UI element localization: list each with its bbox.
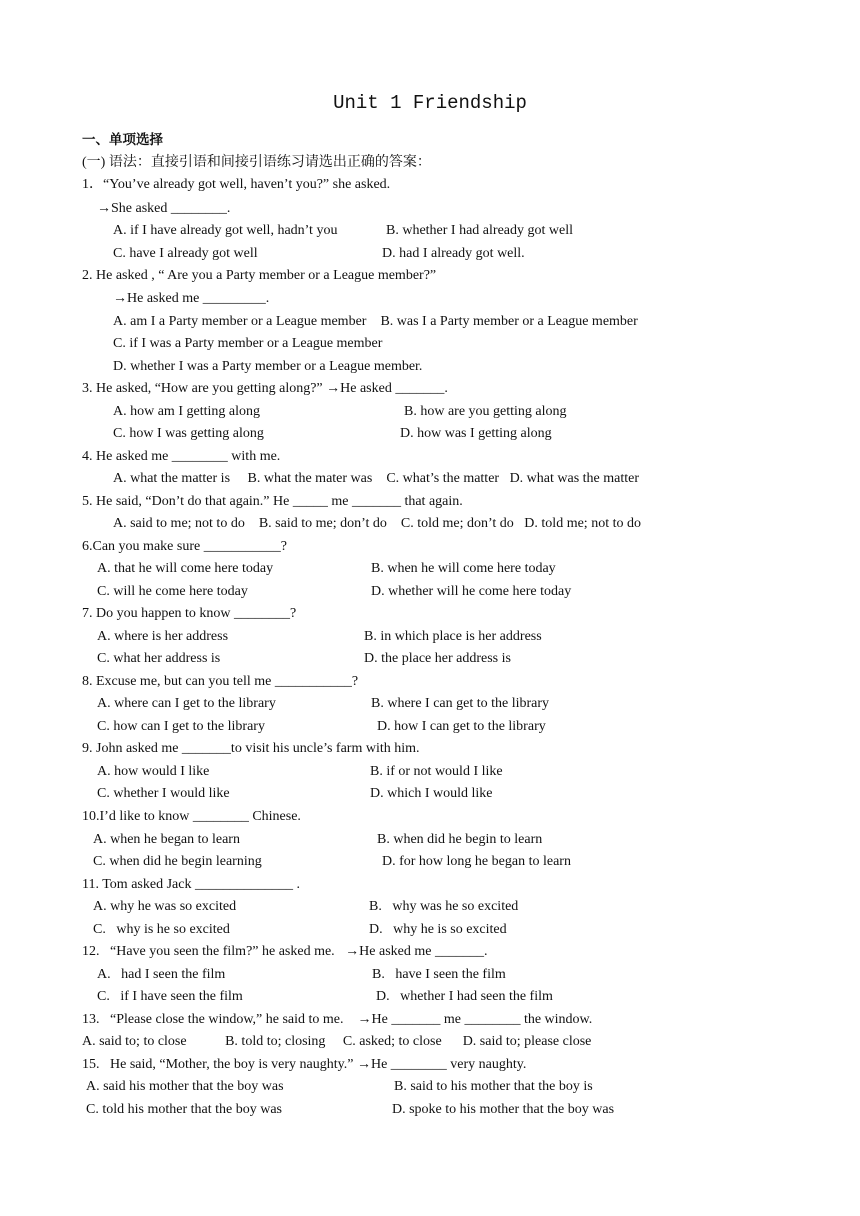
question-13: 13. “Please close the window,” he said to me. →He _______ me ________ the window. xyxy=(82,1012,593,1027)
option: D. the place her address is xyxy=(364,651,511,666)
option: D. for how long he began to learn xyxy=(382,854,571,869)
option: A. am I a Party member or a League member B. was I a Party member or a League member xyxy=(113,314,638,329)
section-heading: 一、单项选择 xyxy=(82,132,163,148)
option: B. if or not would I like xyxy=(370,764,503,779)
option: C. whether I would like xyxy=(97,786,230,801)
option: A. how would I like xyxy=(97,764,210,779)
option: B. said to his mother that the boy is xyxy=(394,1079,593,1094)
option: D. whether will he come here today xyxy=(371,584,572,599)
option: C. if I was a Party member or a League member xyxy=(113,336,383,351)
option: C. what her address is xyxy=(97,651,221,666)
page-title: Unit 1 Friendship xyxy=(333,92,527,114)
question-2: 2. He asked , “ Are you a Party member or a League member?” xyxy=(82,268,437,283)
option: C. how can I get to the library xyxy=(97,719,265,734)
question-9: 9. John asked me _______to visit his uncle’s farm with him. xyxy=(82,741,420,756)
option: A. when he began to learn xyxy=(93,832,240,847)
question-2-stem: →He asked me _________. xyxy=(113,291,270,306)
instructions: (一) 语法：直接引语和间接引语练习请选出正确的答案： xyxy=(82,155,431,170)
option: A. what the matter is B. what the mater was C. what’s the matter D. what was the matter xyxy=(113,471,640,486)
option: A. had I seen the film xyxy=(97,967,226,982)
option: C. told his mother that the boy was xyxy=(86,1102,282,1117)
option: B. when did he begin to learn xyxy=(377,832,543,847)
question-7: 7. Do you happen to know ________? xyxy=(82,606,297,621)
option: D. whether I was a Party member or a League member. xyxy=(113,359,423,374)
option: C. will he come here today xyxy=(97,584,248,599)
option: D. why he is so excited xyxy=(369,922,507,937)
option: D. had I already got well. xyxy=(382,246,525,261)
question-1-stem: →She asked ________. xyxy=(97,201,231,216)
option: D. how was I getting along xyxy=(400,426,552,441)
option: B. why was he so excited xyxy=(369,899,519,914)
question-8: 8. Excuse me, but can you tell me ___________? xyxy=(82,674,359,689)
question-4: 4. He asked me ________ with me. xyxy=(82,449,281,464)
option: C. when did he begin learning xyxy=(93,854,262,869)
option: B. where I can get to the library xyxy=(371,696,550,711)
option: D. spoke to his mother that the boy was xyxy=(392,1102,615,1117)
question-11: 11. Tom asked Jack ______________ . xyxy=(82,877,300,892)
option: A. why he was so excited xyxy=(93,899,237,914)
option: B. whether I had already got well xyxy=(386,223,573,238)
question-15: 15. He said, “Mother, the boy is very naughty.” →He ________ very naughty. xyxy=(82,1057,527,1072)
option: A. said his mother that the boy was xyxy=(86,1079,284,1094)
question-6: 6.Can you make sure ___________? xyxy=(82,539,287,554)
option: B. have I seen the film xyxy=(372,967,506,982)
option: A. that he will come here today xyxy=(97,561,274,576)
option: D. how I can get to the library xyxy=(377,719,546,734)
option: C. how I was getting along xyxy=(113,426,264,441)
option: A. if I have already got well, hadn’t you xyxy=(113,223,338,238)
option: D. which I would like xyxy=(370,786,493,801)
option: A. said to me; not to do B. said to me; don’t do C. told me; don’t do D. told me; not to do xyxy=(113,516,641,531)
option: C. why is he so excited xyxy=(93,922,230,937)
option: B. how are you getting along xyxy=(404,404,567,419)
question-12: 12. “Have you seen the film?” he asked me. →He asked me _______. xyxy=(82,944,488,959)
option: B. in which place is her address xyxy=(364,629,542,644)
option: A. where is her address xyxy=(97,629,229,644)
question-5: 5. He said, “Don’t do that again.” He _____ me _______ that again. xyxy=(82,494,463,509)
question-10: 10.I’d like to know ________ Chinese. xyxy=(82,809,301,824)
option: C. have I already got well xyxy=(113,246,258,261)
option: A. where can I get to the library xyxy=(97,696,276,711)
option: A. how am I getting along xyxy=(113,404,260,419)
question-3: 3. He asked, “How are you getting along?” →He asked _______. xyxy=(82,381,448,396)
option: B. when he will come here today xyxy=(371,561,556,576)
option: C. if I have seen the film xyxy=(97,989,243,1004)
option: D. whether I had seen the film xyxy=(376,989,553,1004)
option: A. said to; to close B. told to; closing C. asked; to close D. said to; please close xyxy=(82,1034,592,1049)
question-1: 1．“You’ve already got well, haven’t you?” she asked. xyxy=(82,177,391,192)
